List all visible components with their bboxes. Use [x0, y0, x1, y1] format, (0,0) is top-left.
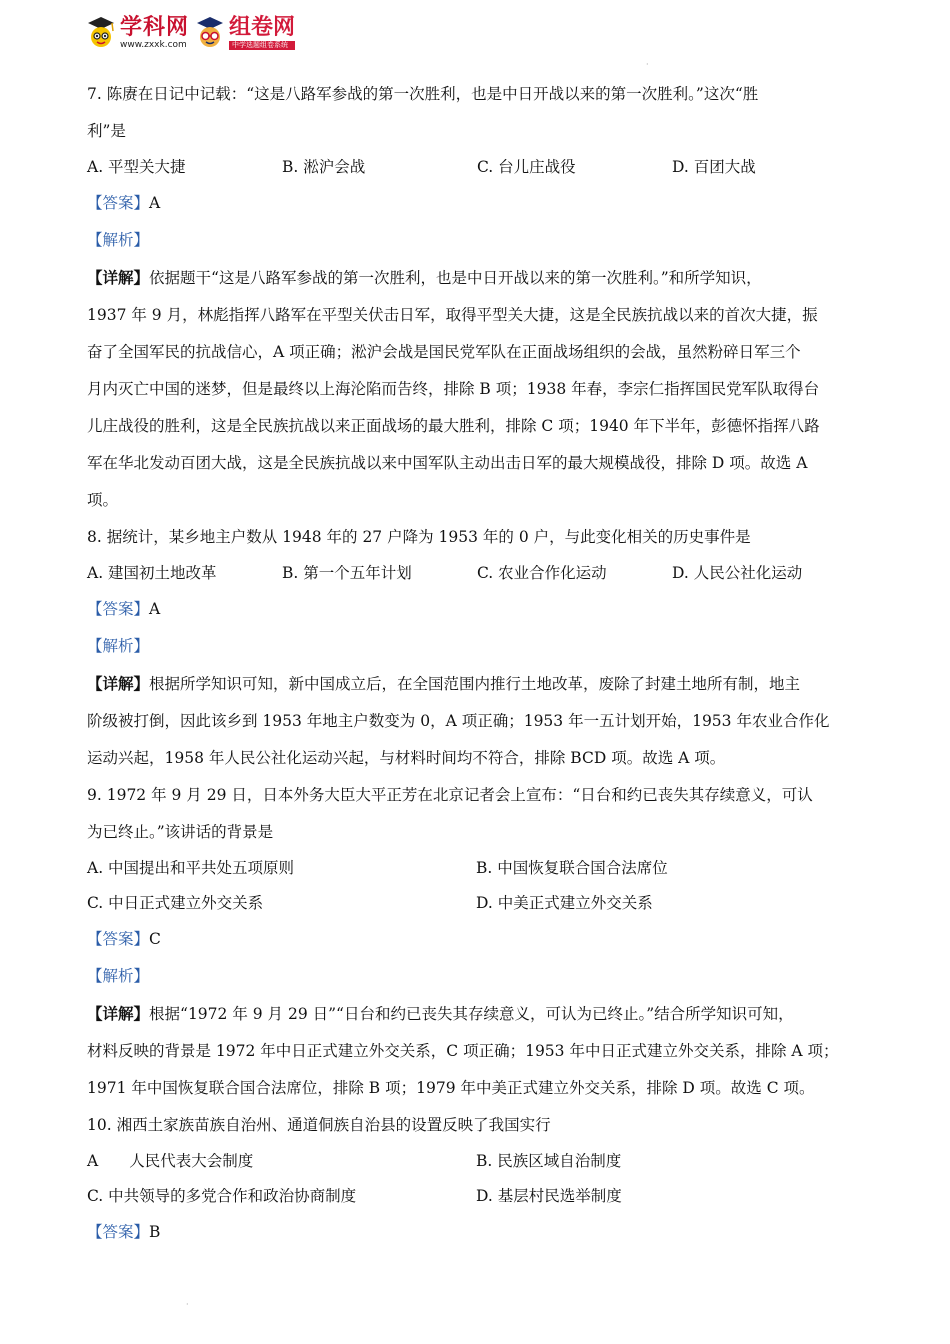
detail-paragraph [87, 665, 867, 703]
analysis-label: 【解析】 [87, 231, 150, 249]
detail-line: 奋了全国军民的抗战信心，A 项正确；淞沪会战是国民党军队在正面战场组织的会战，虽然粉碎日军三个 [87, 343, 801, 361]
detail-line: 儿庄战役的胜利，这是全民族抗战以来正面战场的最大胜利，排除 C 项；1940 年下半年，彭德怀指挥八路 [87, 417, 820, 435]
zxxk-logo [86, 15, 189, 51]
detail-line: 阶级被打倒，因此该乡到 1953 年地主户数变为 0，A 项正确；1953 年一五计划开始，1953 年农业合作化 [87, 712, 830, 730]
question-stem: 9. 1972 年 9 月 29 日，日本外务大臣大平正芳在北京记者会上宣布：“日台和约已丧失其存续意义，可认 [87, 786, 813, 804]
answer-label: 【答案】 [87, 930, 150, 948]
answer-value: B [149, 1223, 161, 1241]
detail-line: 材料反映的背景是 1972 年中日正式建立外交关系，C 项正确；1953 年中日正式建立外交关系，排除 A 项； [87, 1042, 839, 1060]
detail-line: 1937 年 9 月，林彪指挥八路军在平型关伏击日军，取得平型关大捷，这是全民族抗战以来的首次大捷，振 [87, 306, 818, 324]
option-d: D. 基层村民选举制度 [476, 1187, 622, 1205]
option-c: C. 台儿庄战役 [477, 158, 576, 176]
question-stem: 7. 陈赓在日记中记载：“这是八路军参战的第一次胜利，也是中日开战以来的第一次胜利。”这次“胜 [87, 85, 759, 103]
option-d: D. 中美正式建立外交关系 [476, 894, 653, 912]
analysis-line [87, 958, 867, 995]
detail-line: 1971 年中国恢复联合国合法席位，排除 B 项；1979 年中美正式建立外交关系，排除 D 项。故选 C 项。 [87, 1079, 815, 1097]
page-header [86, 12, 295, 54]
detail-line: 依据题干“这是八路军参战的第一次胜利，也是中日开战以来的第一次胜利。”和所学知识， [149, 269, 762, 287]
detail-paragraph [87, 995, 867, 1033]
zujuan-logo-subtitle: 中学选题组卷系统 [229, 41, 295, 50]
option-row [87, 1179, 867, 1214]
zxxk-logo-url: www.zxxk.com [120, 39, 187, 50]
option-b: B. 民族区域自治制度 [476, 1152, 622, 1170]
question-7 [87, 76, 867, 519]
option-a: A. 平型关大捷 [87, 158, 186, 176]
option-a: A. 中国提出和平共处五项原则 [87, 859, 295, 877]
option-row [87, 1144, 867, 1179]
question-stem: 10. 湘西土家族苗族自治州、通道侗族自治县的设置反映了我国实行 [87, 1116, 551, 1134]
detail-line: 根据所学知识可知，新中国成立后，在全国范围内推行土地改革，废除了封建土地所有制，地主 [149, 675, 801, 693]
option-d: D. 百团大战 [672, 158, 756, 176]
option-row [87, 886, 867, 921]
answer-value: A [149, 600, 161, 618]
answer-label: 【答案】 [87, 194, 150, 212]
answer-value: A [149, 194, 161, 212]
option-row [87, 851, 867, 886]
graduate-mascot-icon [86, 15, 116, 51]
answer-label: 【答案】 [87, 600, 150, 618]
analysis-line [87, 222, 867, 259]
option-b: B. 第一个五年计划 [282, 564, 412, 582]
option-a: A. 建国初土地改革 [87, 564, 217, 582]
question-8 [87, 519, 867, 777]
question-stem-continued: 利”是 [87, 122, 126, 140]
detail-line: 项。 [87, 491, 119, 509]
zujuan-logo [195, 15, 295, 51]
option-b: B. 中国恢复联合国合法席位 [476, 859, 668, 877]
question-9 [87, 777, 867, 1107]
option-row [87, 556, 867, 591]
detail-label: 【详解】 [87, 1004, 150, 1023]
zxxk-logo-title: 学科网 [120, 14, 190, 40]
document-body [87, 76, 867, 1251]
answer-line [87, 921, 867, 958]
stray-dot: · [646, 60, 649, 69]
answer-label: 【答案】 [87, 1223, 150, 1241]
answer-line [87, 185, 867, 222]
analysis-label: 【解析】 [87, 637, 150, 655]
option-c: C. 农业合作化运动 [477, 564, 607, 582]
detail-line: 运动兴起，1958 年人民公社化运动兴起，与材料时间均不符合，排除 BCD 项。故选 A 项。 [87, 749, 726, 767]
option-b: B. 淞沪会战 [282, 158, 366, 176]
question-stem: 8. 据统计，某乡地主户数从 1948 年的 27 户降为 1953 年的 0 户，与此变化相关的历史事件是 [87, 528, 751, 546]
option-d: D. 人民公社化运动 [672, 564, 803, 582]
stray-dot: · [186, 1300, 189, 1309]
option-c: C. 中日正式建立外交关系 [87, 894, 264, 912]
analysis-line [87, 628, 867, 665]
detail-paragraph [87, 259, 867, 297]
analysis-label: 【解析】 [87, 967, 150, 985]
detail-line: 根据“1972 年 9 月 29 日”“日台和约已丧失其存续意义，可认为已终止。”结合所学知识可知， [149, 1005, 794, 1023]
zujuan-logo-title: 组卷网 [229, 14, 296, 40]
detail-line: 月内灭亡中国的迷梦，但是最终以上海沦陷而告终，排除 B 项；1938 年春，李宗仁指挥国民党军队取得台 [87, 380, 820, 398]
option-c: C. 中共领导的多党合作和政治协商制度 [87, 1187, 357, 1205]
option-row [87, 150, 867, 185]
detail-label: 【详解】 [87, 268, 150, 287]
graduate-glasses-icon [195, 15, 225, 51]
detail-line: 军在华北发动百团大战，这是全民族抗战以来中国军队主动出击日军的最大规模战役，排除 D 项。故选 A [87, 454, 808, 472]
option-a: A 人民代表大会制度 [87, 1152, 254, 1170]
answer-line [87, 1214, 867, 1251]
answer-line [87, 591, 867, 628]
question-stem-continued: 为已终止。”该讲话的背景是 [87, 823, 274, 841]
detail-label: 【详解】 [87, 674, 150, 693]
answer-value: C [149, 930, 161, 948]
question-10 [87, 1107, 867, 1251]
